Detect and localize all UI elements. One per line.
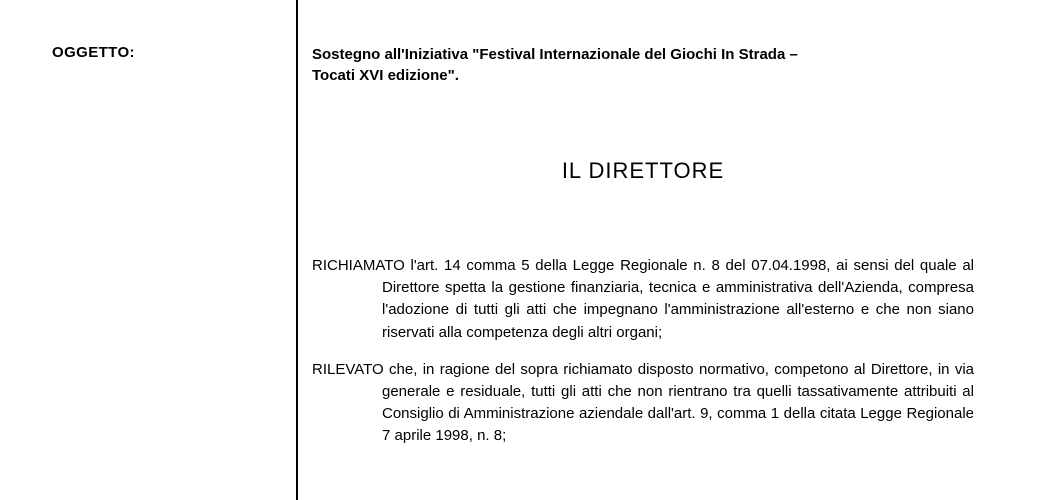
subject-text <box>312 44 974 87</box>
page-title: IL DIRETTORE <box>561 158 725 183</box>
subject-text-line-1: Sostegno all'Iniziativa "Festival Internazionale del Giochi In Strada – <box>312 46 798 63</box>
paragraph-text: l'art. 14 comma 5 della Legge Regionale n. 8 del 07.04.1998, ai sensi del quale al Direttore spetta la gestione finanziaria, tecnica e amministrativa dell'Azienda, compresa l'adozione di tutti gli atti che impegnano l'amministrazione all'esterno e che non siano riservati alla competenza degli altri organi; <box>382 257 974 341</box>
subject-label: OGGETTO: <box>52 44 135 61</box>
paragraph <box>312 359 974 448</box>
paragraph-lead: RICHIAMATO <box>312 257 405 274</box>
body-column <box>312 0 978 500</box>
paragraph-text: che, in ragione del sopra richiamato disposto normativo, competono al Direttore, in via generale e residuale, tutti gli atti che non rientrano tra quelli tassativamente attribuiti al Consiglio di Amministrazione aziendale dall'art. 9, comma 1 della citata Legge Regionale 7 aprile 1998, n. 8; <box>382 360 974 445</box>
paragraph-lead: RILEVATO <box>312 360 384 378</box>
paragraph-list <box>312 240 974 448</box>
subject-text-line-2: Tocati XVI edizione". <box>312 67 459 85</box>
label-column <box>0 0 296 500</box>
paragraph <box>312 255 974 344</box>
column-divider <box>296 0 298 500</box>
